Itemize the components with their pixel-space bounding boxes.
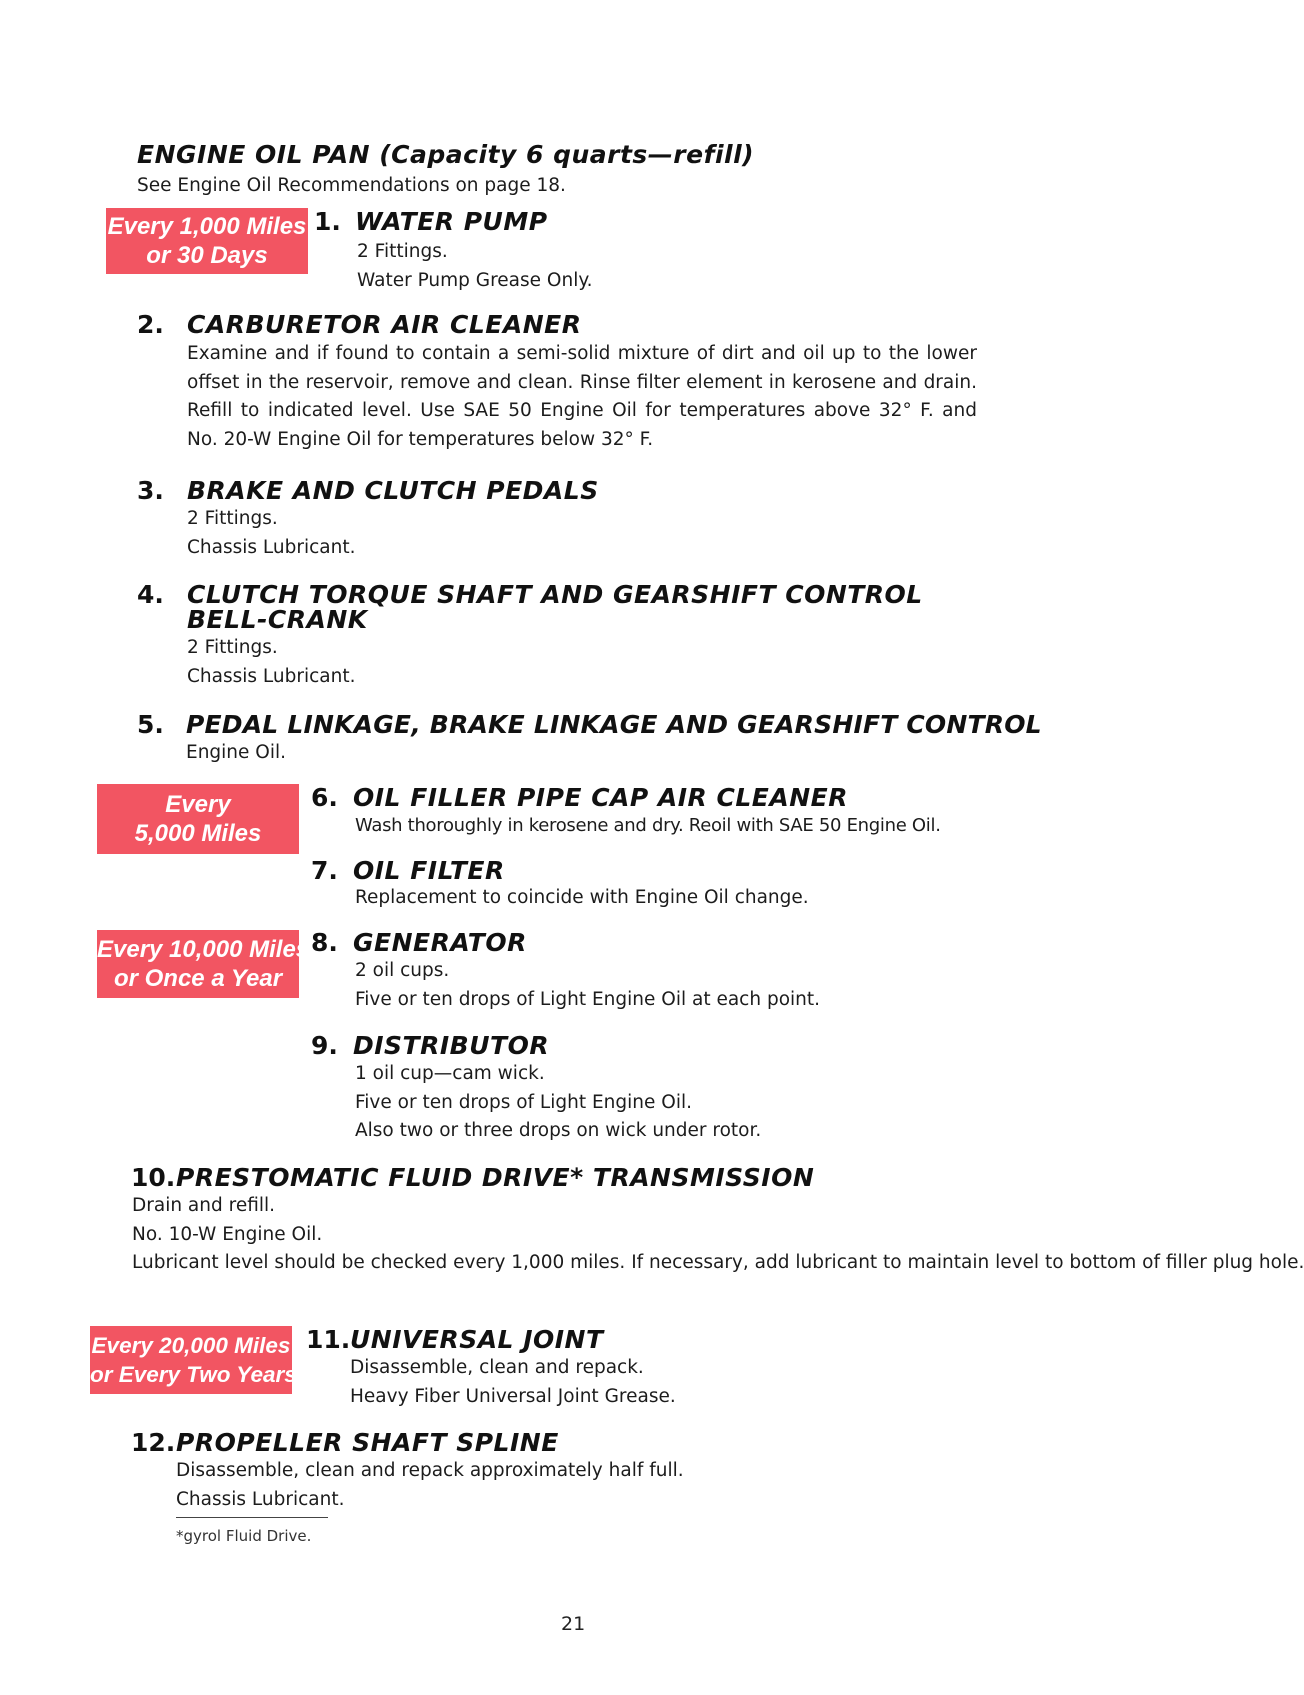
item-title-bell-crank: BELL-CRANK — [187, 605, 368, 634]
badge-line: Every — [165, 791, 231, 818]
item-paragraph: Examine and if found to contain a semi-solid mixture of dirt and oil up to the lower offset in the reservoir, remove and clean. Rinse filter element in kerosene and drain. Refill to indicated level. Use SAE 50 Engine Oil for temperatures above 32° F. and No. 20-W Engine Oil for temperatures below 32° F. — [187, 343, 977, 450]
detail-line: Replacement to coincide with Engine Oil change. — [355, 887, 809, 908]
item-number: 7. — [311, 856, 338, 885]
footnote-rule — [176, 1517, 328, 1518]
engine-oil-pan-note: See Engine Oil Recommendations on page 18. — [137, 175, 566, 196]
detail-line: 2 Fittings. — [187, 508, 278, 529]
detail-line: Chassis Lubricant. — [187, 536, 356, 558]
item-details — [350, 1354, 676, 1411]
badge-line: Every 10,000 Miles — [97, 936, 310, 963]
item-title-pedal-linkage: PEDAL LINKAGE, BRAKE LINKAGE AND GEARSHIFT CONTROL — [186, 710, 1042, 739]
item-title-water-pump: WATER PUMP — [355, 207, 548, 236]
badge-line: Every 1,000 Miles — [107, 213, 307, 240]
item-title-universal-joint: UNIVERSAL JOINT — [350, 1325, 604, 1354]
detail-line: 2 Fittings. — [357, 241, 448, 262]
badge-line: or 30 Days — [146, 242, 268, 269]
badge-line: Every 20,000 Miles — [91, 1333, 291, 1358]
item-title-brake-and-clutch-pedals: BRAKE AND CLUTCH PEDALS — [187, 476, 599, 505]
detail-line: Disassemble, clean and repack approximately half full. — [176, 1460, 684, 1481]
item-number: 12. — [131, 1428, 176, 1457]
item-title-propeller-shaft-spline: PROPELLER SHAFT SPLINE — [176, 1428, 559, 1457]
item-details — [357, 238, 593, 295]
item-details — [132, 1192, 1304, 1278]
detail-line: Chassis Lubricant. — [187, 665, 356, 687]
item-details — [186, 739, 286, 768]
item-number: 6. — [311, 783, 338, 812]
detail-line: Wash thoroughly in kerosene and dry. Reoil with SAE 50 Engine Oil. — [355, 815, 941, 836]
item-title-clutch-torque-shaft: CLUTCH TORQUE SHAFT AND GEARSHIFT CONTROL — [187, 580, 923, 609]
detail-line: Five or ten drops of Light Engine Oil. — [355, 1091, 692, 1113]
detail-line: Five or ten drops of Light Engine Oil at each point. — [355, 988, 821, 1010]
badge-every-10000-miles — [97, 930, 310, 998]
detail-line: Disassemble, clean and repack. — [350, 1357, 644, 1378]
item-title-oil-filter: OIL FILTER — [353, 856, 505, 885]
item-title-prestomatic-transmission: PRESTOMATIC FLUID DRIVE* TRANSMISSION — [176, 1163, 815, 1192]
item-number: 3. — [137, 476, 164, 505]
item-number: 9. — [311, 1031, 338, 1060]
detail-line: Chassis Lubricant. — [176, 1488, 345, 1510]
badge-every-5000-miles — [97, 784, 299, 854]
detail-line: No. 10-W Engine Oil. — [132, 1223, 323, 1245]
item-details — [187, 634, 355, 691]
item-title-carburetor-air-cleaner: CARBURETOR AIR CLEANER — [187, 310, 582, 339]
item-details — [355, 957, 820, 1014]
detail-line: Water Pump Grease Only. — [357, 269, 593, 291]
item-details — [355, 812, 941, 841]
item-details — [355, 1060, 761, 1146]
detail-line: 2 Fittings. — [187, 637, 278, 658]
detail-line: Drain and refill. — [132, 1195, 276, 1216]
item-number: 8. — [311, 928, 338, 957]
detail-line: Engine Oil. — [186, 742, 287, 763]
badge-every-20000-miles — [90, 1326, 297, 1394]
item-details — [176, 1457, 684, 1514]
badge-line: or Once a Year — [113, 965, 283, 992]
item-details — [187, 505, 355, 562]
item-number: 5. — [137, 710, 164, 739]
badge-line: 5,000 Miles — [134, 820, 262, 847]
badge-line: or Every Two Years — [90, 1362, 297, 1387]
item-paragraph: Lubricant level should be checked every 1,000 miles. If necessary, add lubricant to maintain level to bottom of filler plug hole. — [132, 1252, 1304, 1273]
item-number: 1. — [314, 207, 341, 236]
engine-oil-pan-heading: ENGINE OIL PAN (Capacity 6 quarts—refill) — [137, 140, 755, 169]
detail-line: Heavy Fiber Universal Joint Grease. — [350, 1385, 676, 1407]
item-title-oil-filler-pipe-cap: OIL FILLER PIPE CAP AIR CLEANER — [353, 783, 848, 812]
item-number: 11. — [306, 1325, 351, 1354]
item-number: 10. — [131, 1163, 176, 1192]
badge-every-1000-miles — [106, 208, 308, 274]
item-details — [355, 884, 809, 913]
item-title-generator: GENERATOR — [353, 928, 527, 957]
detail-line: 2 oil cups. — [355, 960, 450, 981]
page-number: 21 — [561, 1613, 586, 1635]
detail-line: 1 oil cup—cam wick. — [355, 1063, 545, 1084]
footnote: *gyrol Fluid Drive. — [176, 1527, 312, 1545]
item-number: 4. — [137, 580, 164, 609]
item-title-distributor: DISTRIBUTOR — [353, 1031, 550, 1060]
detail-line: Also two or three drops on wick under rotor. — [355, 1120, 762, 1141]
item-number: 2. — [137, 310, 164, 339]
